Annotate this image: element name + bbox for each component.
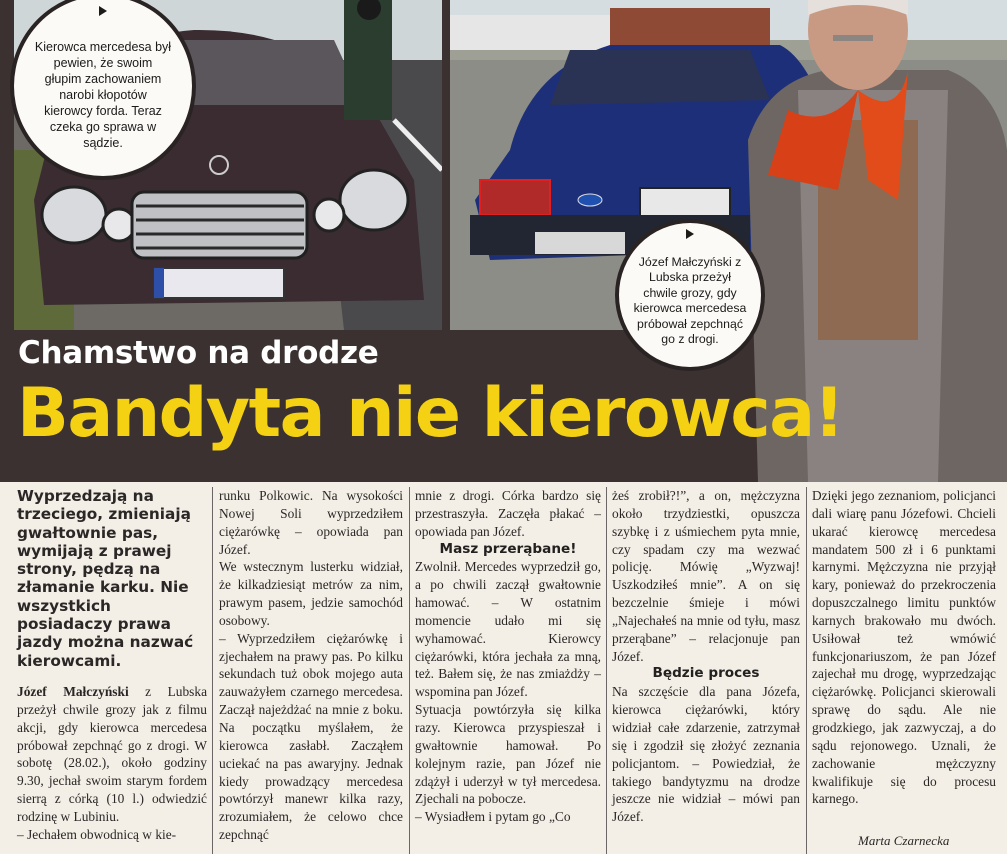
article-paragraph: – Wysiadłem i pytam go „Co	[415, 809, 571, 825]
article-paragraph: – Wyprzedziłem ciężarówkę i zjechałem na prawy pas. Po kilku sekundach tuż obok mojego auta zauważyłem czarnego mercedesa. Zaczął najeżdżać na mnie z boku. Na początku myślałem, że kierowca zasłabł. Zacząłem uciekać na pas awaryjny. Jednak kiedy prowadzący mercedesa powtórzył manewr kilka razy, zrozumiałem, że celowo chce zepchnąć	[219, 630, 403, 843]
caption-left-text: Kierowca mercedesa był pewien, że swoim głupim zachowaniem narobi kłopotów kierowcy forda. Teraz czeka go sprawa w sądzie.	[34, 40, 172, 150]
article-text: z Lubska przeżył chwile grozy jak z filmu akcji, gdy kierowca mercedesa próbował zepchnąć go z drogi. W sobotę (28.02.), około godziny 9.30, jechał swoim starym fordem sierrą z córką (10 l.) odwiedzić rodzinę w Lubiniu.	[17, 683, 208, 824]
article-paragraph: mnie z drogi. Córka bardzo się przestraszyła. Zaczęła płakać – opowiada pan Józef.	[415, 488, 601, 539]
headline: Bandyta nie kierowca!	[17, 374, 844, 453]
article-column-2	[219, 487, 403, 844]
article-paragraph: Na szczęście dla pana Józefa, kierowca ciężarówki, który widział całe zdarzenie, zatrzymał się i zgodził się złożyć zeznania policjantom. – Powiedział, że takiego bandytyzmu na drodze jeszcze nie widział – mówi pan Józef.	[612, 684, 800, 825]
article-paragraph: runku Polkowic. Na wysokości Nowej Soli wyprzedziłem ciężarówkę – opowiada pan Józef.	[219, 488, 403, 557]
person-name: Józef Małczyński	[17, 683, 129, 699]
kicker-heading: Chamstwo na drodze	[18, 335, 379, 371]
article-paragraph: We wstecznym lusterku widział, że kilkadziesiąt metrów za nim, prawym pasem, jedzie samochód osobowy.	[219, 559, 403, 628]
article-paragraph: żeś zrobił?!”, a on, mężczyzna około trzydziestki, opuszcza szybkę i z uśmiechem pyta mnie, czy spadam czy ma wezwać policję. Mówię „Wyzwaj! Uszkodziłeś mnie”. A on się bezczelnie śmieje i mówi „Najechałeś na mnie od tyłu, masz przerąbane” – relacjonuje pan Józef.	[612, 488, 800, 664]
author-signature: Marta Czarnecka	[858, 833, 950, 848]
subheading: Będzie proces	[652, 665, 760, 682]
column-divider	[606, 487, 607, 854]
article-column-1	[17, 487, 207, 844]
article-paragraph: Sytuacja powtórzyła się kilka razy. Kierowca przyspieszał i gwałtownie hamował. Po kolejnym razie, pan Józef nie zdążył i uderzył w tył mercedesa. Zjechali na pobocze.	[415, 702, 601, 807]
column-divider	[806, 487, 807, 854]
article-column-3	[415, 487, 601, 826]
column-divider	[409, 487, 410, 854]
article-paragraph	[17, 683, 207, 826]
photo-caption-right	[615, 219, 765, 371]
article-paragraph: Zwolnił. Mercedes wyprzedził go, a po chwili zaczął gwałtownie hamować. – W ostatnim momencie udało mi się wyhamować. Kierowcy ciężarówki, która jechała za mną, też. Bałem się, że nas zmiażdży – wspomina pan Józef.	[415, 559, 601, 700]
article-column-5	[812, 487, 996, 808]
subheading: Masz przerąbane!	[439, 540, 577, 557]
article-paragraph: Dzięki jego zeznaniom, policjanci dali wiarę panu Józefowi. Chcieli ukarać kierowcę mercedesa mandatem 500 zł i 6 punktami karnymi. Mężczyzna nie przyjął kary, ponieważ do przekroczenia dopuszczalnego limitu punktów karnych brakowało mu dwóch. Usiłował też wmówić funkcjonariuszom, że pan Józef zajechał mu drogę, wyprzedzając ciężarówkę. Policjanci skierowali sprawę do sądu. Ale nie grodzkiego, jak zazwyczaj, a do sądu rejonowego. Uznali, że zachowanie mężczyzny kwalifikuje się do procesu karnego.	[812, 488, 996, 807]
photo-caption-left	[10, 0, 196, 180]
column-divider	[212, 487, 213, 854]
arrow-marker-icon	[686, 229, 694, 239]
arrow-marker-icon	[99, 6, 107, 16]
article-column-4	[612, 487, 800, 826]
caption-right-text: Józef Małczyński z Lubska przeżył chwile grozy, gdy kierowca mercedesa próbował zepchnąć go z drogi.	[633, 254, 747, 346]
article-paragraph: – Jechałem obwodnicą w kie-	[17, 826, 177, 842]
article-lead: Wyprzedzają na trzeciego, zmieniają gwałtownie pas, wymijają z prawej strony, pędzą na złamanie karku. Nie wszystkich posiadaczy prawa jazdy można nazwać kierowcami.	[17, 487, 194, 670]
